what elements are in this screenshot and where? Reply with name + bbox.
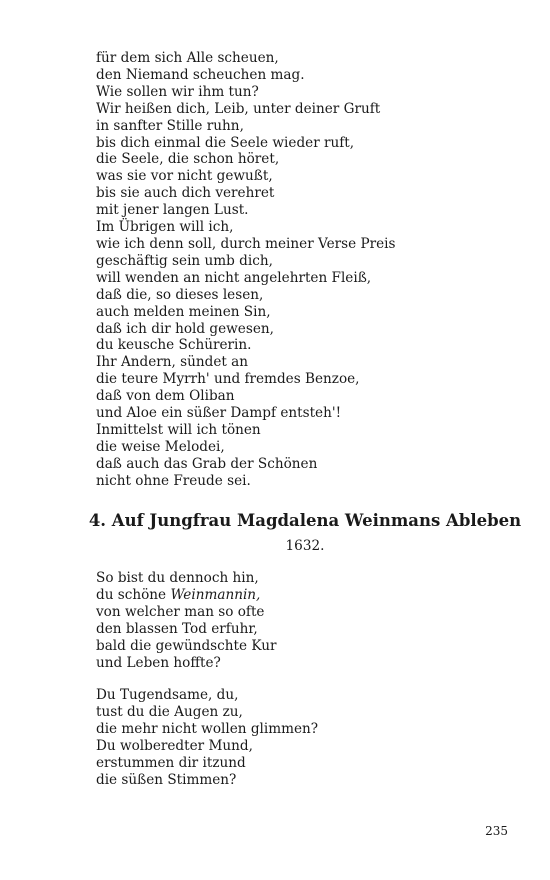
poem-stanza-2 [96, 687, 318, 788]
continued-stanza [96, 50, 395, 490]
verse-line: und Leben hoffte? [96, 654, 221, 671]
verse-line: die mehr nicht wollen glimmen? [96, 720, 319, 737]
verse-line: für dem sich Alle scheuen, [96, 50, 279, 66]
verse-line: daß von dem Oliban [96, 388, 235, 405]
verse-line: Du Tugendsame, du, [96, 687, 239, 703]
verse-line [96, 587, 276, 604]
verse-line: So bist du dennoch hin, [96, 570, 259, 586]
verse-line: die teure Myrrh' und fremdes Benzoe, [96, 371, 360, 388]
verse-line: geschäftig sein umb dich, [96, 252, 273, 269]
verse-line: Du wolberedter Mund, [96, 737, 253, 754]
verse-line: erstummen dir itzund [96, 754, 246, 771]
poem-title: 4. Auf Jungfrau Magdalena Weinmans Ableben [88, 511, 522, 530]
verse-line: daß die, so dieses lesen, [96, 286, 264, 303]
verse-line: bald die gewündschte Kur [96, 637, 277, 654]
verse-line: mit jener langen Lust. [96, 202, 249, 219]
verse-line: die Seele, die schon höret, [96, 151, 280, 168]
verse-text: du schöne [96, 586, 171, 603]
verse-line: die weise Melodei, [96, 438, 225, 455]
poem-stanza-1 [96, 570, 276, 671]
verse-line: will wenden an nicht angelehrten Fleiß, [96, 269, 372, 286]
verse-line: wie ich denn soll, durch meiner Verse Preis [96, 235, 396, 252]
verse-line: Ihr Andern, sündet an [96, 354, 249, 371]
verse-line: daß auch das Grab der Schönen [96, 455, 318, 472]
verse-line: Im Übrigen will ich, [96, 219, 234, 236]
poem-year: 1632. [285, 538, 325, 554]
verse-line: Wir heißen dich, Leib, unter deiner Gruft [96, 100, 381, 117]
verse-line: von welcher man so ofte [96, 603, 265, 620]
verse-line: auch melden meinen Sin, [96, 303, 271, 320]
page-number: 235 [485, 824, 508, 838]
verse-line: bis sie auch dich verehret [96, 185, 275, 202]
verse-line: tust du die Augen zu, [96, 703, 243, 720]
verse-line: was sie vor nicht gewußt, [96, 168, 273, 185]
verse-line: du keusche Schürerin. [96, 337, 252, 354]
verse-line: Inmittelst will ich tönen [96, 421, 261, 438]
verse-line: bis dich einmal die Seele wieder ruft, [96, 134, 355, 151]
verse-line: daß ich dir hold gewesen, [96, 320, 274, 337]
verse-line: den Niemand scheuchen mag. [96, 66, 305, 83]
verse-line: den blassen Tod erfuhr, [96, 620, 258, 637]
verse-line: Wie sollen wir ihm tun? [96, 83, 259, 100]
verse-line: und Aloe ein süßer Dampf entsteh'! [96, 405, 342, 422]
verse-line: die süßen Stimmen? [96, 771, 237, 788]
verse-line: in sanfter Stille ruhn, [96, 117, 244, 134]
italic-name: Weinmannin, [170, 586, 261, 603]
verse-line: nicht ohne Freude sei. [96, 472, 251, 489]
